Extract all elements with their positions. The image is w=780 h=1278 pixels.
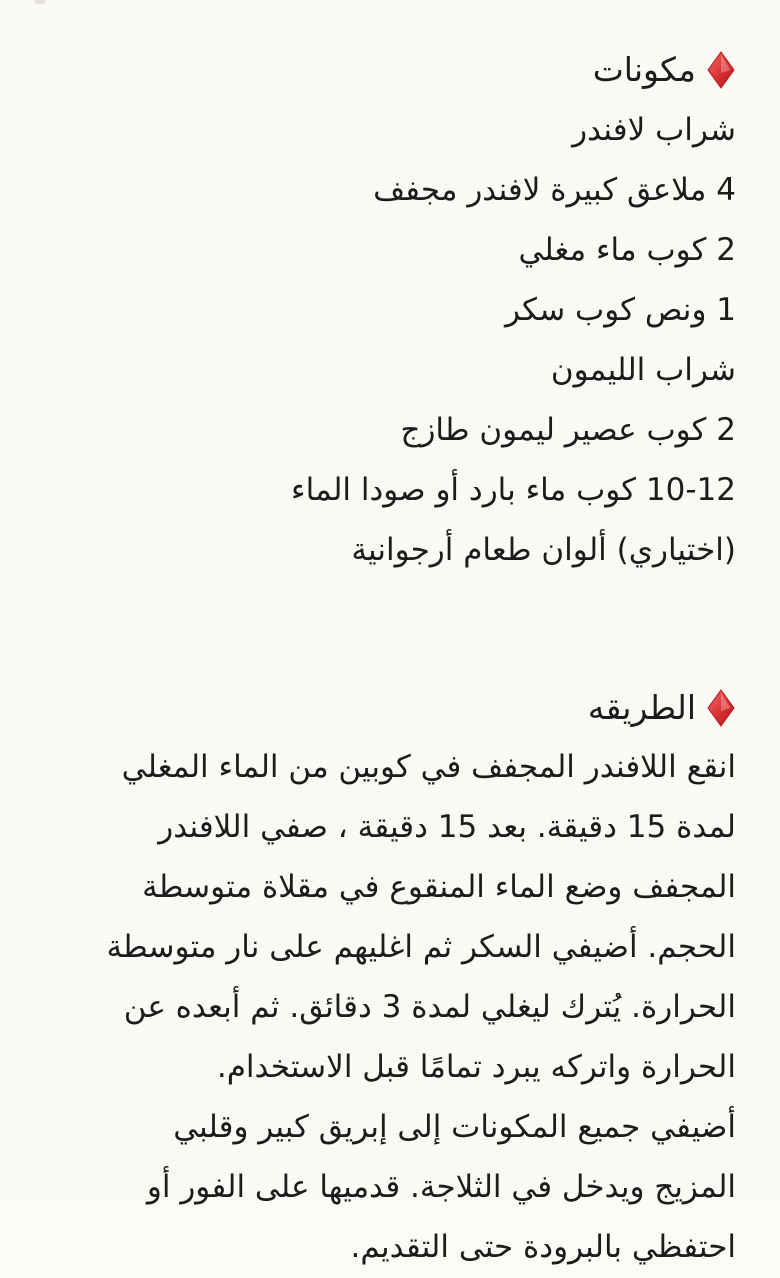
method-line: احتفظي بالبرودة حتى التقديم. bbox=[350, 1229, 736, 1265]
ingredient-line: 10-12 كوب ماء بارد أو صودا الماء bbox=[291, 472, 736, 508]
method-line: انقع اللافندر المجفف في كوبين من الماء المغلي bbox=[121, 749, 736, 785]
ingredient-line: 4 ملاعق كبيرة لافندر مجفف bbox=[373, 172, 736, 208]
method-line: المجفف وضع الماء المنقوع في مقلاة متوسطة bbox=[142, 869, 736, 905]
section-spacer bbox=[42, 580, 736, 678]
ingredient-line: (اختياري) ألوان طعام أرجوانية bbox=[351, 532, 736, 568]
ingredients-title: مكونات bbox=[592, 50, 696, 89]
ingredient-line: شراب الليمون bbox=[550, 352, 736, 388]
ingredient-line: 2 كوب ماء مغلي bbox=[518, 232, 736, 268]
method-title: الطريقه bbox=[587, 688, 696, 727]
method-line: الحجم. أضيفي السكر ثم اغليهم على نار متوسطة bbox=[106, 929, 736, 965]
red-diamond-icon bbox=[706, 688, 736, 728]
method-line: الحرارة. يُترك ليغلي لمدة 3 دقائق. ثم أبعده عن bbox=[123, 989, 736, 1025]
ingredients-heading bbox=[42, 40, 736, 100]
ingredient-line: 2 كوب عصير ليمون طازج bbox=[400, 412, 736, 448]
method-line: الحرارة واتركه يبرد تمامًا قبل الاستخدام. bbox=[216, 1049, 736, 1085]
method-line: لمدة 15 دقيقة. بعد 15 دقيقة ، صفي اللافندر bbox=[158, 809, 736, 845]
top-edge-mark bbox=[34, 0, 46, 4]
method-line: أضيفي جميع المكونات إلى إبريق كبير وقلبي bbox=[173, 1109, 736, 1145]
ingredient-line: شراب لافندر bbox=[572, 112, 736, 148]
method-line: المزيج ويدخل في الثلاجة. قدميها على الفور أو bbox=[146, 1169, 736, 1205]
method-heading bbox=[42, 678, 736, 738]
red-diamond-icon bbox=[706, 50, 736, 90]
note-content bbox=[42, 40, 736, 1278]
ingredient-line: 1 ونص كوب سكر bbox=[504, 292, 736, 328]
